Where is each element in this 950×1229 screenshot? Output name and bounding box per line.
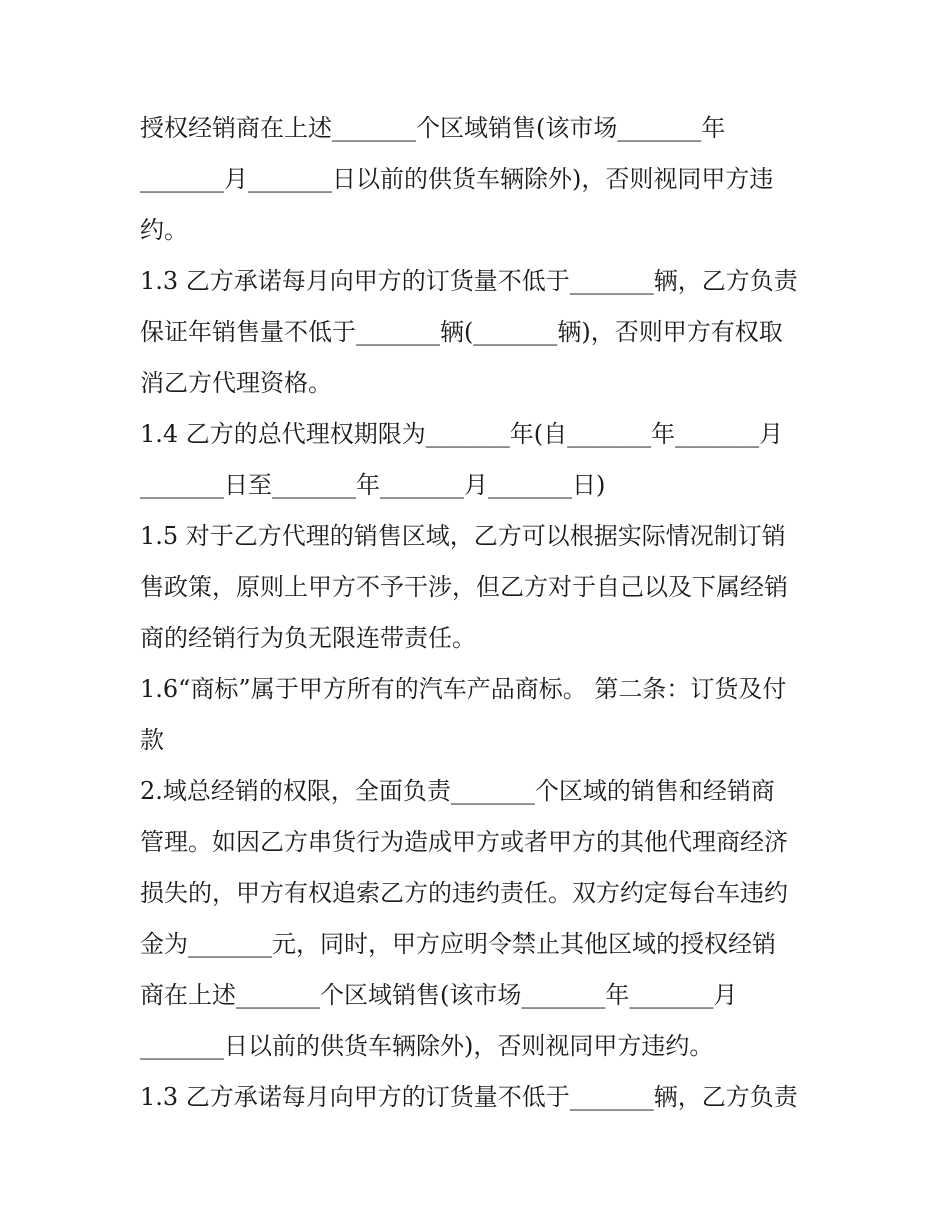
text-line: 1.3 乙方承诺每月向甲方的订货量不低于_______辆，乙方负责 [140, 1083, 798, 1111]
text-line: _______日至_______年_______月_______日) [140, 471, 606, 499]
text-line: 金为_______元，同时，甲方应明令禁止其他区域的授权经销 [140, 930, 776, 958]
text-line: 1.3 乙方承诺每月向甲方的订货量不低于_______辆，乙方负责 [140, 267, 798, 295]
text-line: 1.5 对于乙方代理的销售区域，乙方可以根据实际情况制订销 [140, 522, 786, 550]
text-line: 款 [140, 726, 164, 754]
text-line: 保证年销售量不低于_______辆(_______辆)，否则甲方有权取 [140, 318, 783, 346]
text-line: _______月_______日以前的供货车辆除外)，否则视同甲方违 [140, 165, 774, 193]
text-line: 1.6“商标”属于甲方所有的汽车产品商标。 第二条：订货及付 [140, 675, 787, 703]
text-line: 授权经销商在上述_______个区域销售(该市场_______年 [140, 114, 726, 142]
text-line: 商的经销行为负无限连带责任。 [140, 624, 476, 652]
text-line: 2.域总经销的权限，全面负责_______个区域的销售和经销商 [140, 777, 775, 805]
text-line: 损失的，甲方有权追索乙方的违约责任。双方约定每台车违约 [140, 879, 788, 907]
text-line: 商在上述_______个区域销售(该市场_______年_______月 [140, 981, 738, 1009]
text-line: 约。 [140, 216, 188, 244]
text-line: 售政策，原则上甲方不予干涉，但乙方对于自己以及下属经销 [140, 573, 788, 601]
text-line: 1.4 乙方的总代理权期限为_______年(自_______年_______月 [140, 420, 784, 448]
text-line: 管理。如因乙方串货行为造成甲方或者甲方的其他代理商经济 [140, 828, 788, 856]
contract-body [140, 103, 812, 1123]
text-line: 消乙方代理资格。 [140, 369, 332, 397]
text-line: _______日以前的供货车辆除外)，否则视同甲方违约。 [140, 1032, 714, 1060]
